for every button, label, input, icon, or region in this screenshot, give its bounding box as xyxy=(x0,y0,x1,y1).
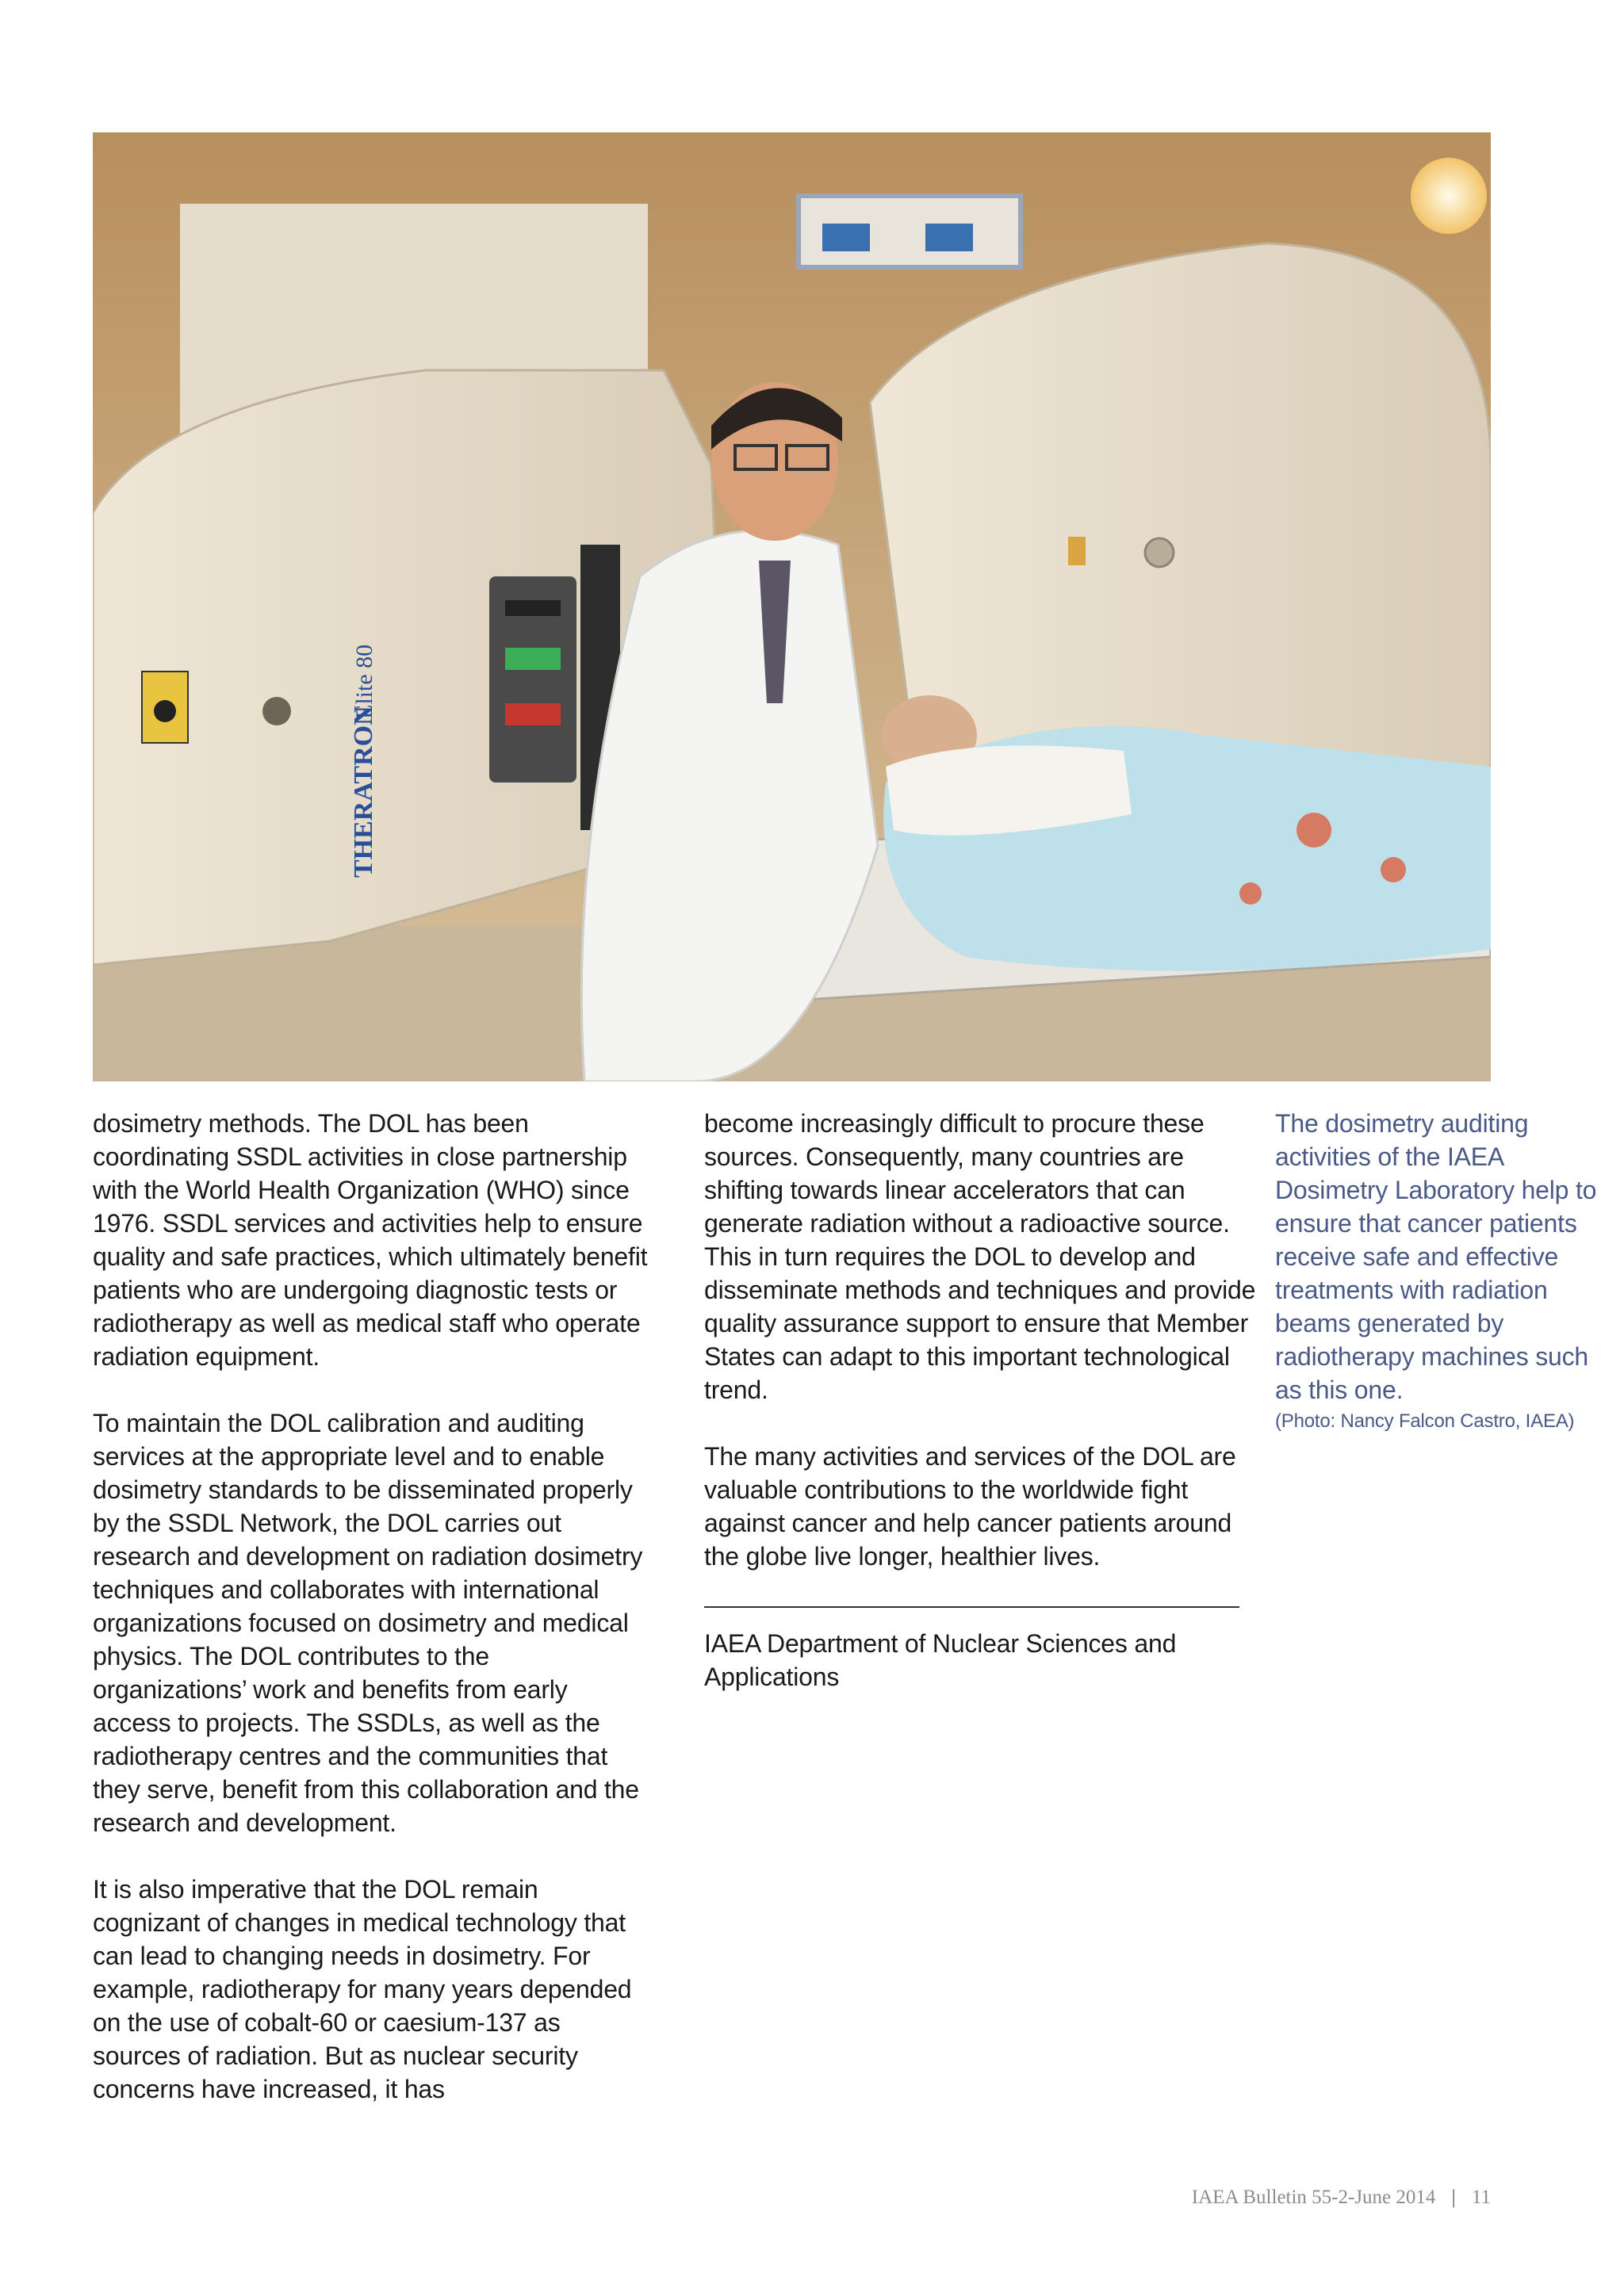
page-footer xyxy=(1192,2187,1491,2209)
author-attribution: IAEA Department of Nuclear Sciences and Applications xyxy=(704,1629,1177,1691)
paragraph: dosimetry methods. The DOL has been coordinating SSDL activities in close partnership with the World Health Organization (WHO) since 1976. SSDL services and activities help to ensure quality and safe practices, which ultimately benefit patients who are undergoing diagnostic tests or radiotherapy as well as medical staff who operate radiation equipment. xyxy=(93,1109,648,1371)
radiotherapy-photo-illustration xyxy=(93,132,1491,1081)
machine-model-label: Elite 80 xyxy=(351,644,377,719)
photo-credit: (Photo: Nancy Falcon Castro, IAEA) xyxy=(1275,1410,1575,1432)
paragraph: It is also imperative that the DOL remain cognizant of changes in medical technology that can lead to changing needs in dosimetry. For example, radiotherapy for many years depended on the use of cobalt-60 or caesium-137 as sources of radiation. But as nuclear security concerns have increased, it has xyxy=(93,1875,632,2103)
article-photo xyxy=(93,132,1491,1081)
photo-caption xyxy=(1275,1107,1608,1435)
article-column-2 xyxy=(704,1107,1259,1727)
page-number: 11 xyxy=(1471,2187,1491,2208)
paragraph: become increasingly difficult to procure these sources. Consequently, many countries are shifting towards linear accelerators that can generate radiation without a radioactive source. This in turn requires the DOL to develop and disseminate methods and techniques and provide quality assurance support to ensure that Member States can adapt to this important technological trend. xyxy=(704,1109,1256,1404)
caption-text: The dosimetry auditing activities of the IAEA Dosimetry Laboratory help to ensure that cancer patients receive safe and effective treatments with radiation beams generated by radiotherapy machines such as this one. xyxy=(1275,1109,1597,1404)
article-column-1 xyxy=(93,1107,648,2139)
paragraph: To maintain the DOL calibration and auditing services at the appropriate level and to enable dosimetry standards to be disseminated properly by the SSDL Network, the DOL carries out research and development on radiation dosimetry techniques and collaborates with international organizations focused on dosimetry and medical physics. The DOL contributes to the organizations’ work and benefits from early access to projects. The SSDLs, as well as the radiotherapy centres and the communities that they serve, benefit from this collaboration and the research and development. xyxy=(93,1409,643,1837)
machine-brand-label: THERATRON xyxy=(349,706,378,878)
footer-separator: | xyxy=(1451,2187,1456,2208)
publication-name: IAEA Bulletin 55-2-June 2014 xyxy=(1191,2187,1436,2208)
paragraph: The many activities and services of the DOL are valuable contributions to the worldwide fight against cancer and help cancer patients around the globe live longer, healthier lives. xyxy=(704,1442,1236,1571)
divider-rule xyxy=(704,1606,1239,1608)
